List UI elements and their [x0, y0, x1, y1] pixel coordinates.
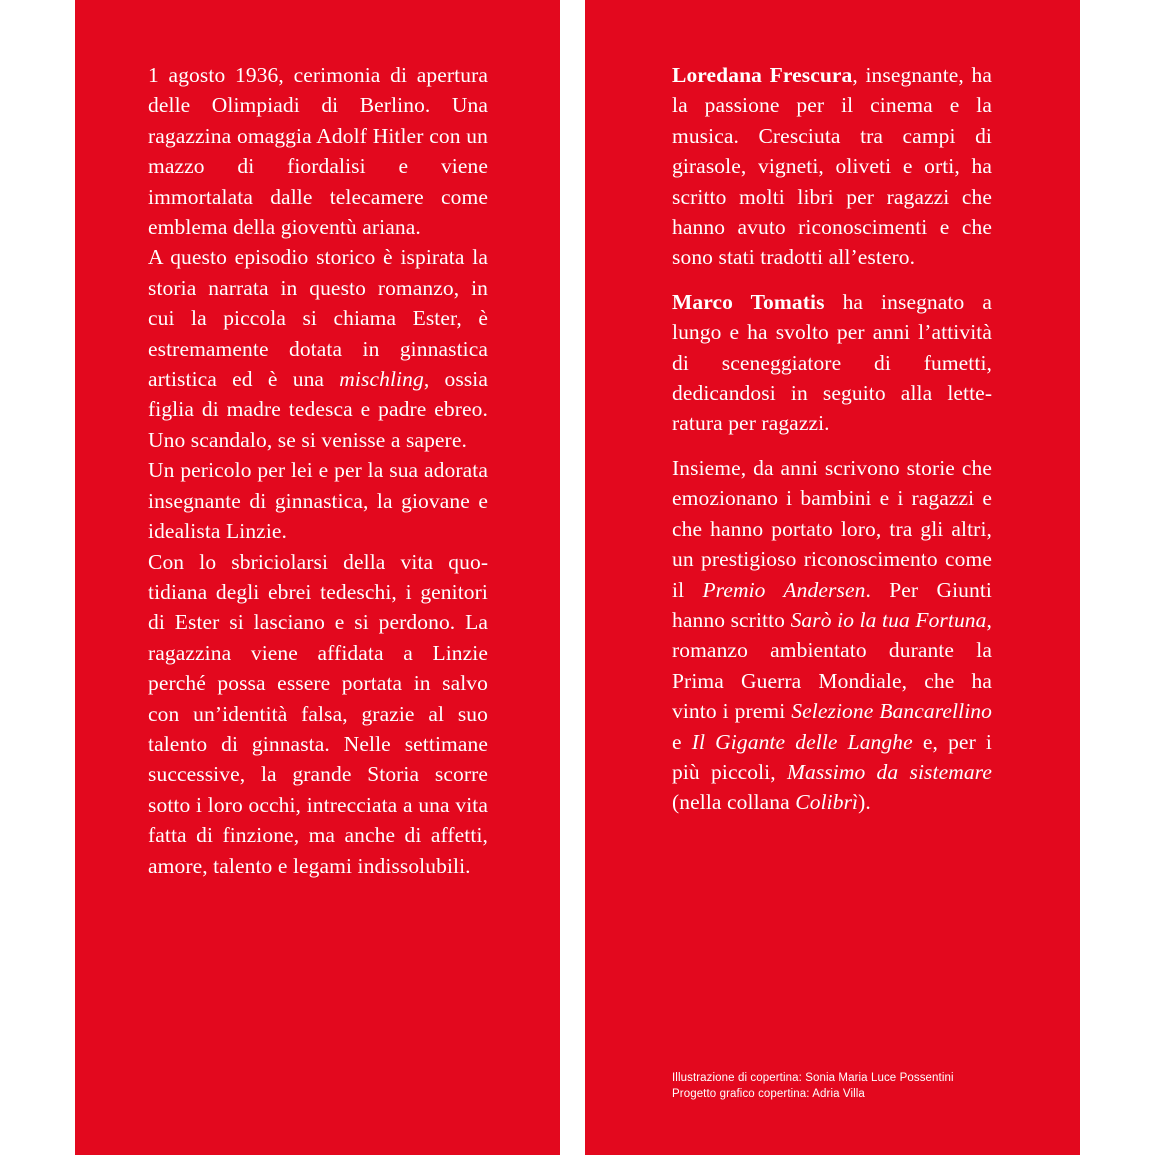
- joint-bio-part-2: . Per Giunti hanno scritto: [672, 577, 992, 632]
- author-bio-2-text: ha insegnato a lungo e ha svolto per anni l’attività di sceneggiatore di fumetti, dedicandosi in seguito alla letteratura per ragazzi.: [672, 289, 992, 436]
- italic-term-mischling: mischling: [339, 367, 424, 392]
- synopsis-paragraph-2-head: A questo episodio storico è ispirata la storia narrata in questo romanzo, in cui la piccola si chiama Ester, è estremamente dotata in ginnastica artistica ed è una: [148, 245, 488, 392]
- title-saro-io-la-tua-fortuna: Sarò io la tua Fortuna: [790, 607, 987, 632]
- author-name-2: Marco Tomatis: [672, 289, 825, 314]
- joint-bio: [672, 453, 992, 818]
- title-il-gigante-delle-langhe: Il Gigante delle Langhe: [691, 729, 913, 754]
- synopsis-paragraph-3: Un pericolo per lei e per la sua adorata insegnante di ginnastica, la giovane e idealista Linzie.: [148, 458, 488, 544]
- joint-bio-part-7: ).: [858, 790, 871, 815]
- left-flap-text-column: [75, 60, 560, 881]
- title-massimo-da-sistemare: Massimo da sistemare: [786, 759, 992, 784]
- title-selezione-bancarellino: Selezione Bancarellino: [791, 699, 992, 724]
- author-bio-1-text: , insegnante, ha la passione per il cinema e la musica. Cresciuta tra campi di girasole, vigneti, oliveti e orti, ha scritto molti libri per ragazzi che hanno avuto riconoscimenti e che sono stati tradotti all’estero.: [672, 63, 992, 270]
- author-name-1: Loredana Frescura: [672, 63, 853, 87]
- synopsis-paragraph-1: 1 agosto 1936, cerimonia di apertura delle Olimpiadi di Berlino. Una ragazzina omaggia Adolf Hitler con un mazzo di fiordalisi e viene immortalata dalle telecamere come emblema della gioventù ariana.: [148, 63, 488, 240]
- joint-bio-part-3: , romanzo ambientato durante la Prima Guerra Mondiale, che ha vinto i premi: [672, 607, 992, 724]
- joint-bio-part-6: (nella collana: [672, 790, 796, 815]
- synopsis-paragraph-4: Con lo sbriciolarsi della vita quotidiana degli ebrei tedeschi, i genitori di Ester si lasciano e si perdono. La ragazzina viene affidata a Linzie perché possa essere portata in salvo con un’identità falsa, grazie al suo talento di ginnasta. Nelle settimane successive, la grande Storia scorre sotto i loro occhi, intrecciata a una vita fatta di finzione, ma anche di affetti, amore, talento e legami indissolubili.: [148, 549, 488, 878]
- joint-bio-part-4: e: [672, 729, 692, 754]
- joint-bio-part-5: e, per i più piccoli,: [672, 729, 993, 784]
- joint-bio-part-1: Insieme, da anni scrivono storie che emozionano i bambini e i ragazzi e che hanno portato loro, tra gli altri, un prestigioso riconoscimento come il: [672, 455, 992, 602]
- right-flap-panel: [585, 0, 1080, 1155]
- synopsis-paragraph-2: [148, 242, 488, 455]
- left-flap-panel: [75, 0, 560, 1155]
- synopsis-paragraph-2-tail: , ossia figlia di madre tedesca e padre ebreo. Uno scandalo, se si venisse a sapere.: [148, 367, 488, 452]
- credit-illustration: Illustrazione di copertina: Sonia Maria Luce Possentini: [672, 1072, 954, 1084]
- author-bio-2: [672, 287, 992, 439]
- author-bio-1: [672, 60, 992, 273]
- title-premio-andersen: Premio Andersen: [702, 577, 866, 602]
- credit-graphic-design: Progetto grafico copertina: Adria Villa: [672, 1088, 865, 1100]
- right-flap-text-column: [585, 60, 1080, 818]
- collection-colibri: Colibrì: [795, 790, 859, 815]
- credits-block: [672, 1070, 1002, 1102]
